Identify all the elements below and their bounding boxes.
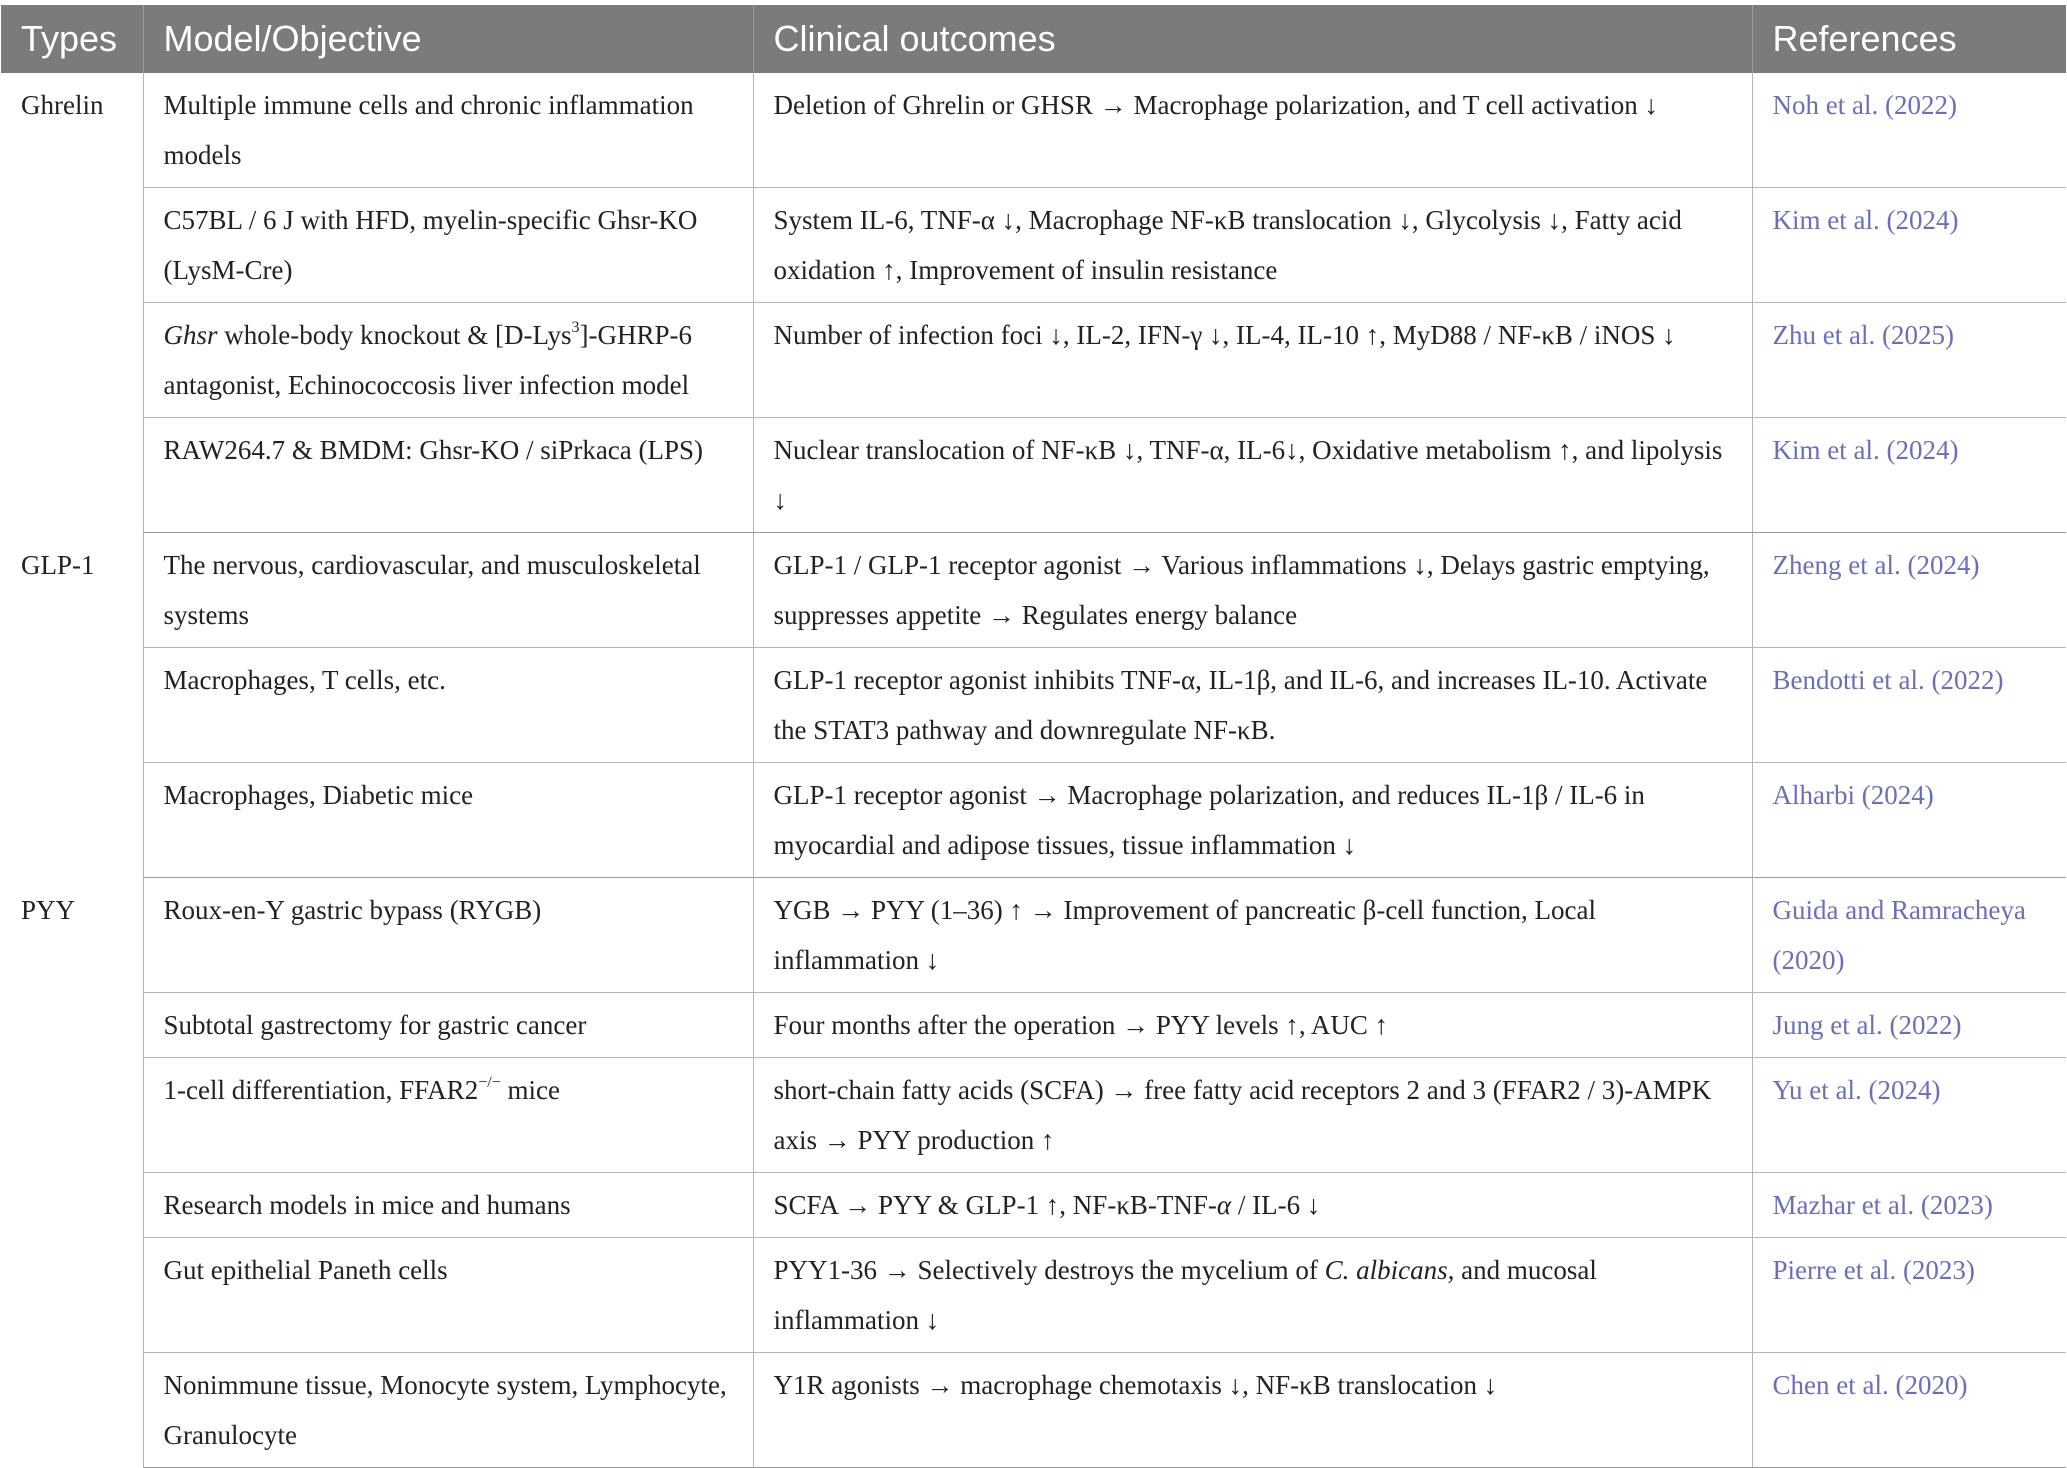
table-row <box>1 1353 2066 1468</box>
gene-name-italic: Ghsr <box>163 320 218 350</box>
model-cell: Multiple immune cells and chronic inflammation models <box>143 73 753 188</box>
outcome-cell: Number of infection foci ↓, IL-2, IFN-γ ↓, IL-4, IL-10 ↑, MyD88 / NF-κB / iNOS ↓ <box>753 303 1752 418</box>
model-text: 1-cell differentiation, FFAR2 <box>163 1075 479 1105</box>
outcome-cell: short-chain fatty acids (SCFA) → free fatty acid receptors 2 and 3 (FFAR2 / 3)-AMPK axis → PYY production ↑ <box>753 1058 1752 1173</box>
table-row <box>1 533 2066 648</box>
outcome-cell: Y1R agonists → macrophage chemotaxis ↓, NF-κB translocation ↓ <box>753 1353 1752 1468</box>
italic-text: α <box>1216 1190 1232 1220</box>
table-header <box>1 5 2066 73</box>
model-text: whole-body knockout & [D-Lys <box>217 320 572 350</box>
reference-link[interactable]: Noh et al. (2022) <box>1752 73 2066 188</box>
table-row <box>1 878 2066 993</box>
model-cell: Macrophages, T cells, etc. <box>143 648 753 763</box>
outcome-cell <box>753 1238 1752 1353</box>
table-row <box>1 188 2066 303</box>
table-body <box>1 73 2066 1468</box>
reference-link[interactable]: Alharbi (2024) <box>1752 763 2066 878</box>
table-row <box>1 1058 2066 1173</box>
italic-text: C. albicans, <box>1324 1255 1455 1285</box>
outcome-cell: Nuclear translocation of NF-κB ↓, TNF-α, IL-6↓, Oxidative metabolism ↑, and lipolysis ↓ <box>753 418 1752 533</box>
outcome-cell: GLP-1 / GLP-1 receptor agonist → Various inflammations ↓, Delays gastric emptying, suppresses appetite → Regulates energy balance <box>753 533 1752 648</box>
reference-link[interactable]: Kim et al. (2024) <box>1752 418 2066 533</box>
outcome-cell: Four months after the operation → PYY levels ↑, AUC ↑ <box>753 993 1752 1058</box>
reference-link[interactable]: Mazhar et al. (2023) <box>1752 1173 2066 1238</box>
table-row <box>1 418 2066 533</box>
table-row <box>1 1173 2066 1238</box>
outcome-text: SCFA → PYY & GLP-1 ↑, NF-κB-TNF- <box>773 1190 1217 1220</box>
reference-link[interactable]: Yu et al. (2024) <box>1752 1058 2066 1173</box>
outcome-cell: System IL-6, TNF-α ↓, Macrophage NF-κB translocation ↓, Glycolysis ↓, Fatty acid oxidation ↑, Improvement of insulin resistance <box>753 188 1752 303</box>
type-cell-glp1: GLP-1 <box>21 549 95 580</box>
reference-link[interactable]: Chen et al. (2020) <box>1752 1353 2066 1468</box>
reference-link[interactable]: Zheng et al. (2024) <box>1752 533 2066 648</box>
table-row <box>1 648 2066 763</box>
outcome-text: and mucosal inflammation ↓ <box>773 1255 1597 1335</box>
outcome-cell: YGB → PYY (1–36) ↑ → Improvement of pancreatic β-cell function, Local inflammation ↓ <box>753 878 1752 993</box>
reference-link[interactable]: Zhu et al. (2025) <box>1752 303 2066 418</box>
superscript: −/− <box>478 1074 501 1091</box>
model-cell: Research models in mice and humans <box>143 1173 753 1238</box>
model-cell: Macrophages, Diabetic mice <box>143 763 753 878</box>
reference-link[interactable]: Guida and Ramracheya (2020) <box>1752 878 2066 993</box>
table-row <box>1 763 2066 878</box>
table-row <box>1 993 2066 1058</box>
table-row <box>1 73 2066 188</box>
model-cell: Gut epithelial Paneth cells <box>143 1238 753 1353</box>
table-row <box>1 1238 2066 1353</box>
table-row <box>1 303 2066 418</box>
header-outcomes: Clinical outcomes <box>753 5 1752 73</box>
header-types: Types <box>1 5 143 73</box>
model-cell: Subtotal gastrectomy for gastric cancer <box>143 993 753 1058</box>
outcome-cell: GLP-1 receptor agonist → Macrophage polarization, and reduces IL-1β / IL-6 in myocardial and adipose tissues, tissue inflammation ↓ <box>753 763 1752 878</box>
reference-link[interactable]: Bendotti et al. (2022) <box>1752 648 2066 763</box>
model-cell: Roux-en-Y gastric bypass (RYGB) <box>143 878 753 993</box>
outcome-cell: GLP-1 receptor agonist inhibits TNF-α, IL-1β, and IL-6, and increases IL-10. Activate the STAT3 pathway and downregulate NF-κB. <box>753 648 1752 763</box>
model-cell: C57BL / 6 J with HFD, myelin-specific Ghsr-KO (LysM-Cre) <box>143 188 753 303</box>
data-table <box>1 5 2066 1468</box>
reference-link[interactable]: Pierre et al. (2023) <box>1752 1238 2066 1353</box>
type-cell-ghrelin: Ghrelin <box>21 90 104 120</box>
outcome-cell <box>753 1173 1752 1238</box>
table-container <box>1 5 2066 1468</box>
model-cell <box>143 1058 753 1173</box>
model-text: ]-GHRP-6 antagonist, Echinococcosis liver infection model <box>163 320 692 400</box>
superscript: 3 <box>571 319 580 336</box>
model-cell: The nervous, cardiovascular, and musculoskeletal systems <box>143 533 753 648</box>
header-references: References <box>1752 5 2066 73</box>
model-cell <box>143 303 753 418</box>
model-cell: Nonimmune tissue, Monocyte system, Lymphocyte, Granulocyte <box>143 1353 753 1468</box>
model-text: mice <box>500 1075 560 1105</box>
reference-link[interactable]: Jung et al. (2022) <box>1752 993 2066 1058</box>
model-cell: RAW264.7 & BMDM: Ghsr-KO / siPrkaca (LPS) <box>143 418 753 533</box>
outcome-text: / IL-6 ↓ <box>1231 1190 1321 1220</box>
outcome-text: PYY1-36 → Selectively destroys the mycelium of <box>773 1255 1325 1285</box>
reference-link[interactable]: Kim et al. (2024) <box>1752 188 2066 303</box>
outcome-cell: Deletion of Ghrelin or GHSR → Macrophage polarization, and T cell activation ↓ <box>753 73 1752 188</box>
type-cell-pyy: PYY <box>21 894 76 925</box>
header-model: Model/Objective <box>143 5 753 73</box>
